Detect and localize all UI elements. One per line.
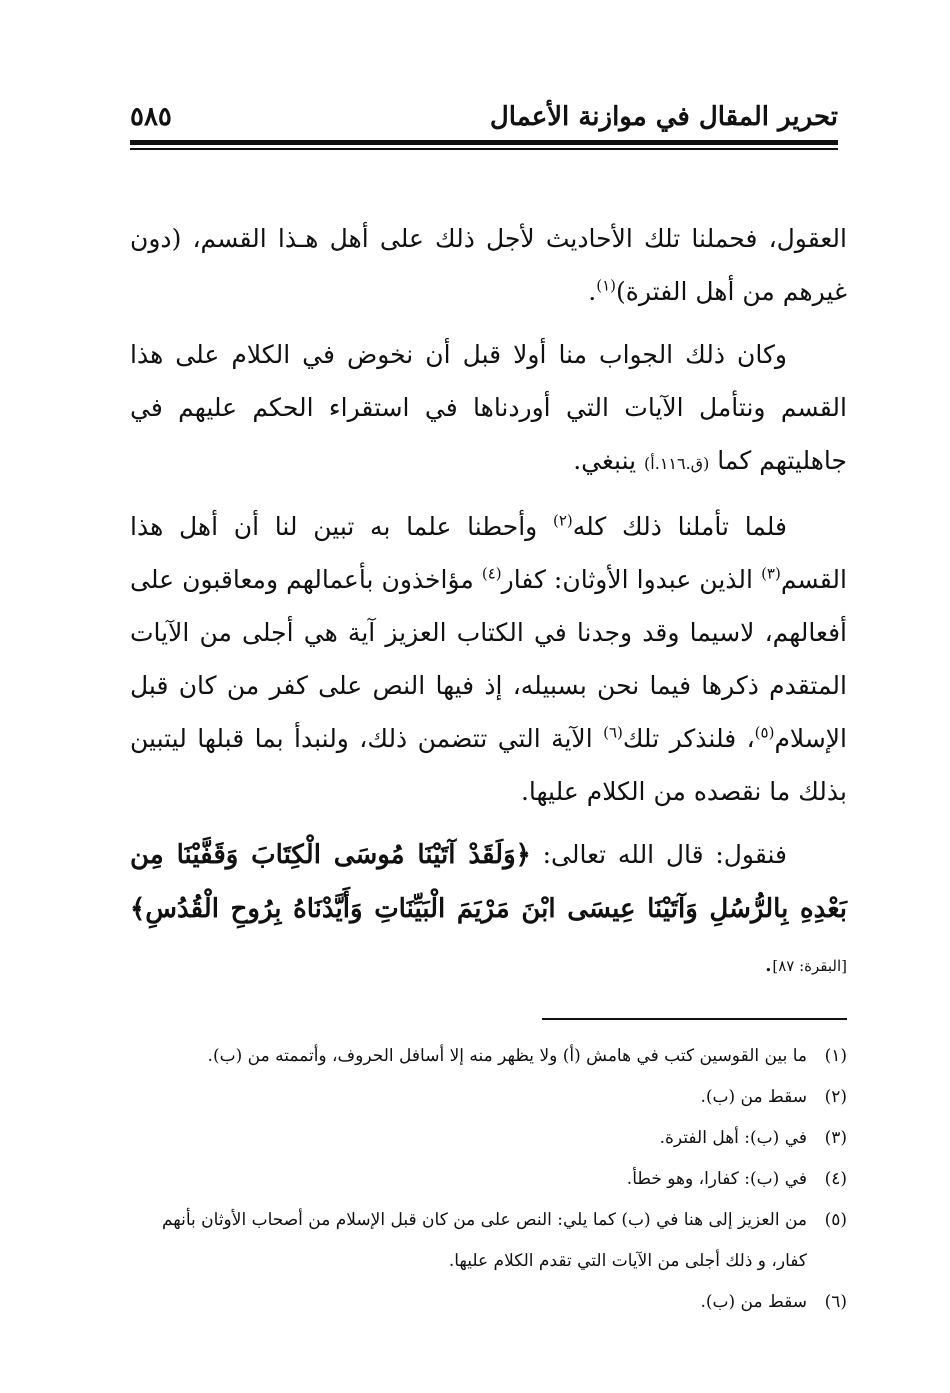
footnote-number: (٢) — [824, 1087, 847, 1107]
paragraph-3 — [130, 500, 847, 818]
main-text — [130, 212, 847, 1003]
footnote-item — [130, 1200, 847, 1282]
paragraph-text: الذين عبدوا الأوثان: كفار — [501, 565, 753, 594]
paragraph-text: فنقول: قال الله تعالى: — [542, 840, 787, 869]
footnote-item — [130, 1077, 847, 1118]
footnote-number: (٤) — [824, 1169, 847, 1189]
paragraph-text: الآية التي تتضمن ذلك، ولنبدأ بما قبلها ليتبين بذلك ما نقصده من الكلام عليها. — [130, 724, 847, 806]
footnote-number: (٦) — [824, 1292, 847, 1312]
paragraph-text: ، فلنذكر تلك — [622, 724, 755, 753]
footnote-text: في (ب): كفارا، وهو خطأ. — [626, 1169, 807, 1189]
footnote-marker: (٥) — [754, 723, 775, 742]
footnote-marker: (٣) — [761, 564, 781, 583]
footnote-text: من العزيز إلى هنا في (ب) كما يلي: النص على من كان قبل الإسلام من أصحاب الأوثان بأنهم كفار، و ذلك أجلى من الآيات التي تقدم الكلام عليها. — [161, 1210, 807, 1271]
footnote-number: (٥) — [824, 1210, 847, 1230]
running-title: تحرير المقال في موازنة الأعمال — [489, 102, 838, 132]
footnote-item — [130, 1036, 847, 1077]
footnote-item — [130, 1159, 847, 1200]
paragraph-text: فلما تأملنا ذلك كله — [572, 512, 787, 541]
manuscript-folio-ref: (ق.١١٦.أ) — [644, 454, 710, 473]
paragraph-text: وكان ذلك الجواب منا أولا قبل أن نخوض في الكلام على هذا القسم ونتأمل الآيات التي أوردناها في استقراء الحكم عليهم في جاهليتهم كما — [130, 340, 847, 475]
footnote-separator — [542, 1018, 847, 1020]
quran-verse: ﴿وَلَقَدْ آتَيْنَا مُوسَى الْكِتَابَ وَقَفَّيْنَا مِن بَعْدِهِ بِالرُّسُلِ وَآتَيْنَا عِيسَى ابْنَ مَرْيَمَ الْبَيِّنَاتِ وَأَيَّدْنَاهُ بِرُوحِ الْقُدُسِ﴾ — [130, 840, 847, 924]
footnote-text: ما بين القوسين كتب في هامش (أ) ولا يظهر منه إلا أسافل الحروف، وأتممته من (ب). — [207, 1046, 807, 1066]
header-rule-thick — [130, 140, 838, 145]
paragraph-text: العقول، فحملنا تلك الأحاديث لأجل ذلك على أهل هـذا القسم، (دون غيرهم من أهل الفترة) — [130, 224, 847, 306]
paragraph-text: وأحطنا علما به تبين لنا أن أهل هذا القسم — [130, 512, 847, 594]
page-number: ٥٨٥ — [130, 102, 172, 132]
paragraph-4 — [130, 828, 847, 993]
footnote-number: (٣) — [824, 1128, 847, 1148]
footnote-item — [130, 1118, 847, 1159]
paragraph-text: . — [764, 948, 773, 977]
footnote-text: سقط من (ب). — [700, 1292, 807, 1312]
footnote-number: (١) — [824, 1046, 847, 1066]
paragraph-1 — [130, 212, 847, 318]
paragraph-text: ينبغي. — [573, 446, 637, 475]
paragraph-text: . — [588, 277, 597, 306]
footnote-marker: (١) — [596, 276, 617, 295]
footnote-text: سقط من (ب). — [700, 1087, 807, 1107]
paragraph-2 — [130, 328, 847, 490]
footnotes — [130, 1036, 847, 1323]
footnote-marker: (٦) — [603, 723, 623, 742]
footnote-item — [130, 1282, 847, 1323]
paragraph-text: مؤاخذون بأعمالهم ومعاقبون على أفعالهم، لاسيما وقد وجدنا في الكتاب العزيز آية هي أجلى من الآيات المتقدم ذكرها فيما نحن بسبيله، إذ فيها النص على كفر من كان قبل الإسلام — [130, 565, 847, 753]
header-rule-thin — [130, 148, 838, 150]
surah-reference: [البقرة: ٨٧] — [772, 957, 847, 975]
page-header — [130, 92, 838, 132]
footnote-text: في (ب): أهل الفترة. — [659, 1128, 807, 1148]
footnote-marker: (٤) — [481, 564, 502, 583]
footnote-marker: (٢) — [552, 511, 573, 530]
